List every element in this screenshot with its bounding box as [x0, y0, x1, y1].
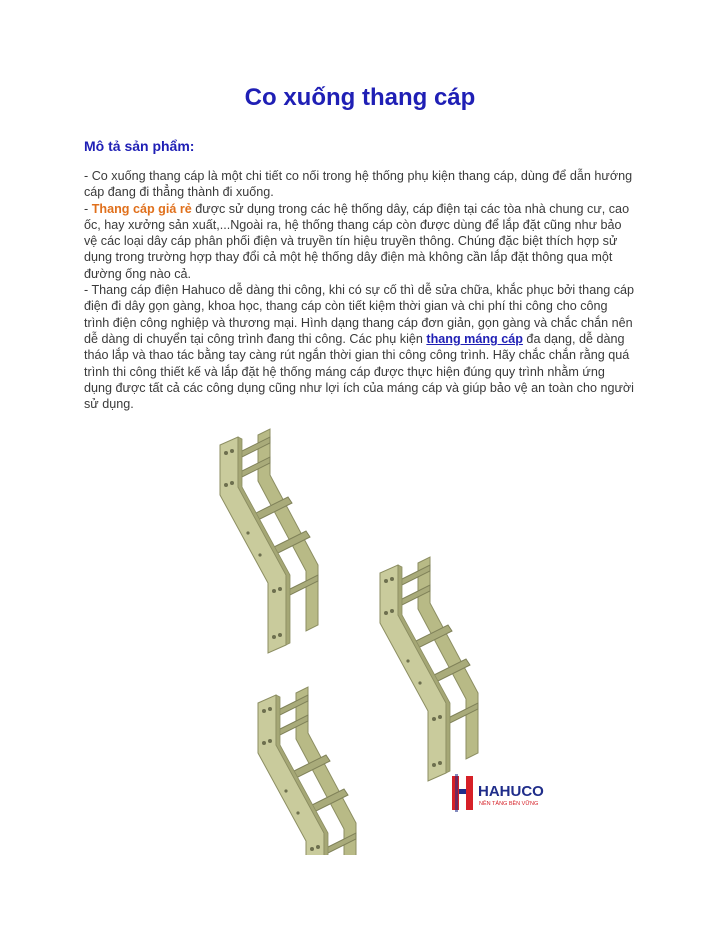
- ladder-fitting-2: [380, 557, 478, 781]
- paragraph-2-prefix: -: [84, 201, 92, 216]
- page-title: Co xuống thang cáp: [244, 84, 476, 111]
- paragraph-3-text-before: - Thang cáp điện Hahuco dễ dàng thi công, khi có sự cố thì dễ sửa chữa, khắc phục bởi thang cáp điện đi dây gọn gàng, khoa học, thang cáp còn tiết kiệm thời gian và chi phí thi công cho công trình điện công nghiệp và thương mại. Hình dạng thang cáp đơn giản, gọn gàng và chắc chắn nên dễ dàng di chuyển tại công trình đang thi công. Các phụ kiện: [84, 283, 635, 346]
- keyword-cheap-cable-ladder: Thang cáp giá rẻ: [91, 201, 192, 216]
- hahuco-logo: [450, 772, 560, 814]
- ladder-fitting-3: [258, 687, 356, 855]
- paragraph-2-text: được sử dụng trong các hệ thống dây, cáp điện tại các tòa nhà chung cư, cao ốc, hay xưởng sản xuất,...Ngoài ra, hệ thống thang cáp còn được dùng để lắp đặt cũng như bảo vệ các loại dây cáp phân phối điện và truyền tín hiệu truyền thông. Chúng đặc biệt thích hợp sử dụng trong trường hợp thay đổi cả một hệ thống dây điện mà không cần lắp đặt thông qua một đường ống nào cả.: [84, 201, 630, 281]
- section-heading: Mô tả sản phẩm:: [84, 138, 195, 154]
- paragraph-3-text-after: đa dạng, dễ dàng tháo lắp và thao tác bằng tay càng rút ngắn thời gian thi công công trình. Hãy chắc chắn rằng quá trình thi công thiết kế và lắp đặt hệ thống máng cáp được thực hiện đúng quy trình nhằm ứng dụng được tất cả các công dụng cũng như lợi ích của máng cáp và giúp bảo vệ an toàn cho người sử dụng.: [84, 331, 634, 412]
- hahuco-logo-mark: [450, 772, 560, 814]
- product-description: [84, 168, 636, 412]
- logo-tagline: NỀN TẢNG BỀN VỮNG: [479, 801, 539, 807]
- paragraph-2: [84, 201, 636, 282]
- ladder-fitting-1: [220, 429, 318, 653]
- logo-brand: HAHUCO: [478, 783, 544, 800]
- paragraph-3: [84, 282, 636, 412]
- paragraph-1: - Co xuống thang cáp là một chi tiết co nối trong hệ thống phụ kiện thang cáp, dùng để dẫn hướng cáp đang đi thẳng thành đi xuống.: [84, 169, 633, 200]
- cable-tray-link[interactable]: thang máng cáp: [426, 331, 523, 346]
